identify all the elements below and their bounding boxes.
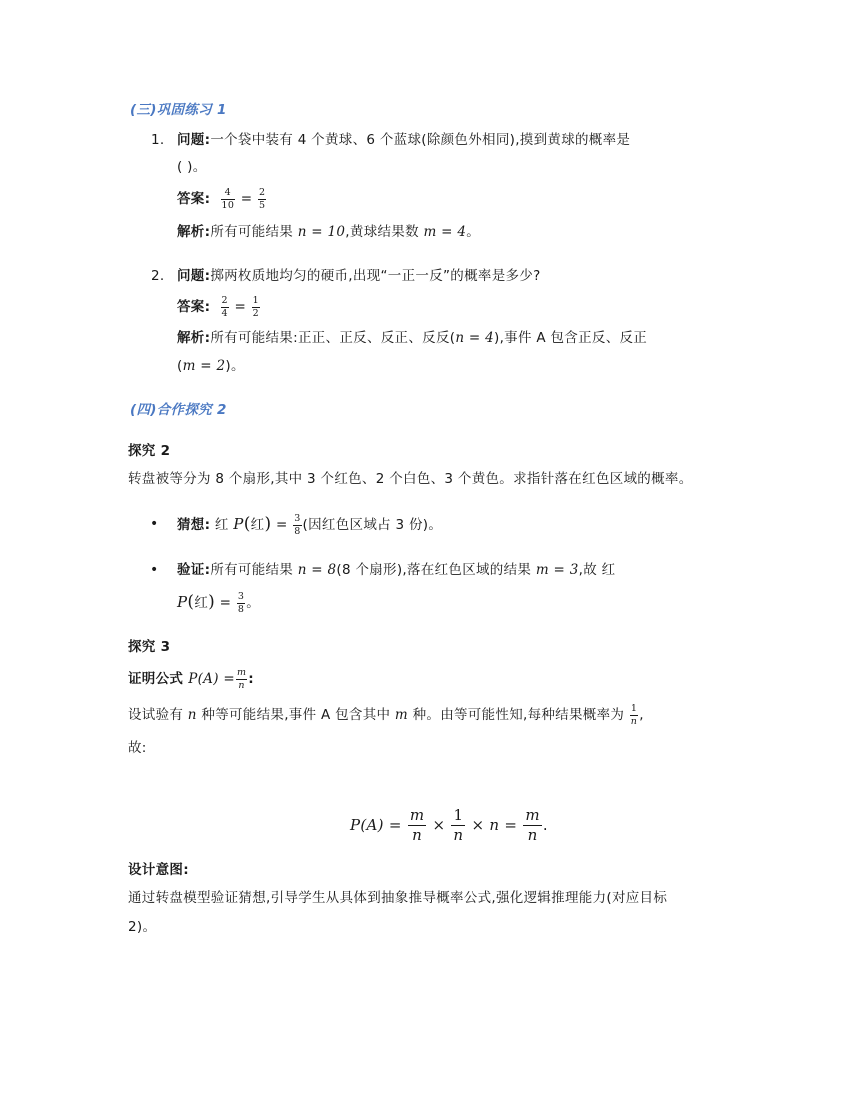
- bullet-verify: •: [150, 562, 159, 578]
- question-2-number: 2.: [151, 268, 165, 284]
- explanation-2-paren-close: )。: [225, 358, 245, 374]
- answer-1-fraction-a: $\frac{4}{10}$: [221, 187, 235, 211]
- answer-1: 答案: $\frac{4}{10}$ = $\frac{2}{5}$: [177, 187, 266, 211]
- answer-2-fraction-a: $\frac{2}{4}$: [221, 295, 228, 319]
- proof-line-1-c: 种。由等可能性知,每种结果概率为: [408, 707, 629, 723]
- verify-end: 。: [246, 595, 261, 611]
- verify-label: 验证:: [177, 562, 211, 578]
- guess-fraction: $\frac{3}{8}$: [294, 513, 301, 537]
- equation-end: .: [542, 816, 548, 834]
- explore-3-title: 探究 3: [128, 639, 171, 655]
- design-intent-line-1: 通过转盘模型验证猜想,引导学生从具体到抽象推导概率公式,强化逻辑推理能力(对应目标: [128, 890, 668, 906]
- explanation-1-text: 所有可能结果: [210, 224, 298, 240]
- explanation-2-cont: [177, 356, 245, 376]
- explanation-1-n: n = 10: [297, 224, 346, 240]
- equation-times-2: × n =: [471, 816, 518, 834]
- question-1-text-cont: ( )。: [177, 159, 207, 175]
- proof-formula-line: [128, 668, 254, 690]
- explanation-1-m: m = 4: [423, 224, 467, 240]
- guess-label: 猜想:: [177, 517, 211, 533]
- equation-fraction-3: $\frac{m}{n}$: [525, 806, 540, 844]
- question-1-label: 问题:: [177, 132, 211, 148]
- verify-line: [177, 560, 615, 580]
- verify-red: 红: [194, 595, 209, 611]
- proof-fraction: $\frac{m}{n}$: [236, 667, 247, 691]
- verify-text-c: ,故 红: [578, 562, 616, 578]
- guess-p-symbol: P: [233, 515, 244, 533]
- explore-2-title: 探究 2: [128, 443, 171, 459]
- proof-line-1-a: 设试验有: [128, 707, 188, 723]
- question-2-label: 问题:: [177, 268, 211, 284]
- explore-2-description: 转盘被等分为 8 个扇形,其中 3 个红色、2 个白色、3 个黄色。求指针落在红色区域的概率。: [128, 471, 693, 487]
- question-1-number: 1.: [151, 132, 165, 148]
- verify-text: 所有可能结果: [210, 562, 298, 578]
- proof-colon: :: [248, 671, 254, 687]
- equation-fraction-1: $\frac{m}{n}$: [409, 806, 425, 844]
- answer-2: 答案: $\frac{2}{4}$ = $\frac{1}{2}$: [177, 295, 260, 319]
- verify-line-cont: P(红) = $\frac{3}{8}$ 。: [177, 591, 261, 615]
- proof-line-1: [128, 704, 644, 726]
- section-heading-consolidation: (三)巩固练习 1: [130, 102, 227, 118]
- proof-line-1-m: m: [394, 707, 408, 723]
- verify-p-symbol: P: [177, 593, 188, 611]
- explanation-2-text-b: ),事件 A 包含正反、反正: [494, 330, 648, 346]
- proof-line-1-n: n: [187, 707, 197, 723]
- verify-fraction: $\frac{3}{8}$: [237, 591, 245, 615]
- proof-line-1-fraction: $\frac{1}{n}$: [630, 703, 638, 727]
- explanation-1: [177, 222, 480, 242]
- guess-red: 红: [250, 517, 265, 533]
- explanation-2: [177, 328, 647, 348]
- proof-line-1-end: ,: [639, 707, 644, 723]
- explanation-2-n: n = 4: [455, 330, 495, 346]
- guess-note: (因红色区域占 3 份)。: [302, 517, 443, 533]
- answer-2-fraction-b: $\frac{1}{2}$: [252, 295, 260, 319]
- bullet-guess: •: [150, 516, 159, 532]
- explanation-2-m: m = 2: [182, 358, 226, 374]
- design-intent-label: 设计意图:: [128, 862, 189, 878]
- design-intent-line-2: 2)。: [128, 919, 157, 935]
- explanation-1-text-b: ,黄球结果数: [345, 224, 424, 240]
- question-2: [151, 266, 541, 286]
- answer-1-label: 答案:: [177, 191, 211, 207]
- equation-fraction-2: $\frac{1}{n}$: [453, 806, 464, 844]
- explanation-2-paren-open: (: [177, 358, 183, 374]
- question-1: [151, 130, 630, 150]
- answer-1-fraction-b: $\frac{2}{5}$: [259, 187, 266, 211]
- explanation-1-label: 解析:: [177, 224, 211, 240]
- equation-times-1: ×: [432, 816, 446, 834]
- verify-n: n = 8: [297, 562, 337, 578]
- verify-text-b: (8 个扇形),落在红色区域的结果: [336, 562, 536, 578]
- proof-line-1-b: 种等可能结果,事件 A 包含其中: [196, 707, 395, 723]
- question-2-text: 掷两枚质地均匀的硬币,出现“一正一反”的概率是多少?: [210, 268, 541, 284]
- answer-2-label: 答案:: [177, 299, 211, 315]
- verify-m: m = 3: [535, 562, 579, 578]
- proof-line-2: 故:: [128, 740, 147, 756]
- guess-prefix: 红: [210, 517, 234, 533]
- explanation-1-end: 。: [466, 224, 481, 240]
- explanation-2-label: 解析:: [177, 330, 211, 346]
- proof-label: 证明公式: [128, 671, 189, 687]
- question-1-text: 一个袋中装有 4 个黄球、6 个蓝球(除颜色外相同),摸到黄球的概率是: [210, 132, 631, 148]
- equation-lhs: P(A) =: [350, 816, 402, 834]
- display-equation: [350, 808, 548, 843]
- section-heading-cooperative: (四)合作探究 2: [130, 402, 227, 418]
- proof-formula-lhs: P(A) =: [188, 671, 235, 687]
- guess-line: 猜想: 红 P(红) = $\frac{3}{8}$ (因红色区域占 3 份)。: [177, 513, 443, 537]
- explanation-2-text: 所有可能结果:正正、正反、反正、反反(: [210, 330, 456, 346]
